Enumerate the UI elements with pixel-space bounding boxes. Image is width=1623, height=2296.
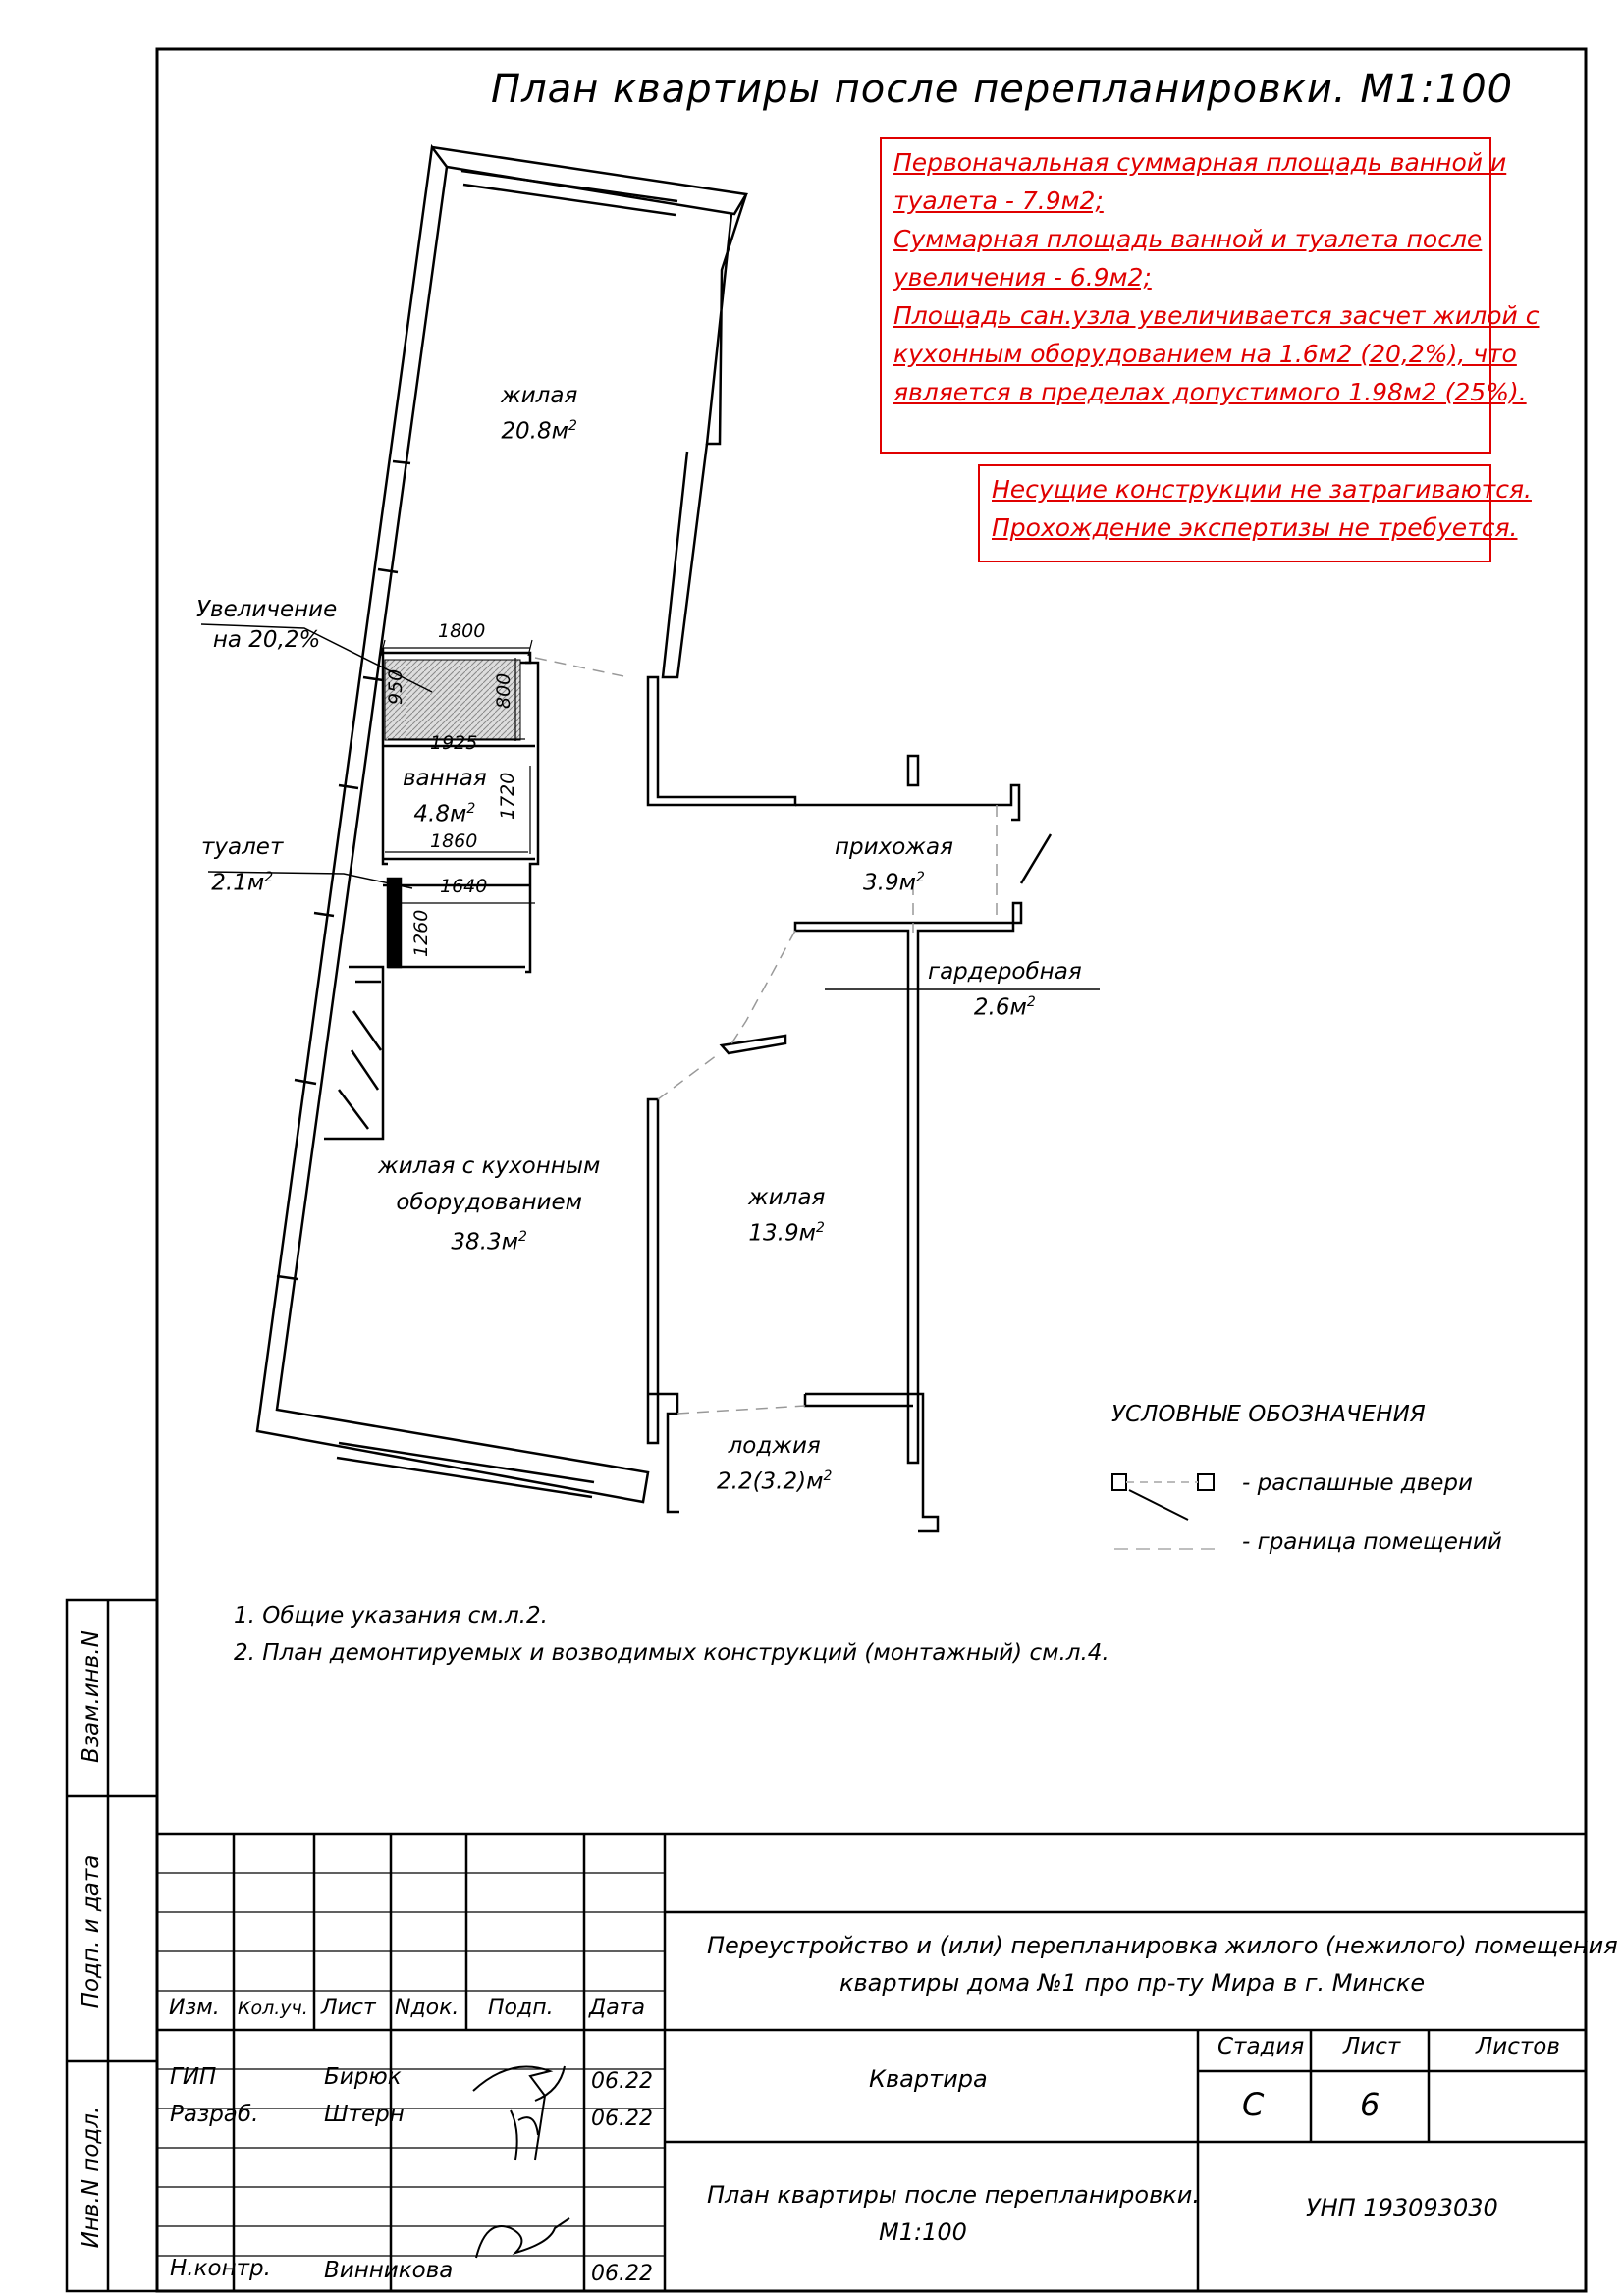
dimension-950: 950 <box>385 668 406 705</box>
tb-building: Квартира <box>869 2065 988 2093</box>
red-notes-box-2 <box>978 464 1532 562</box>
dimension-1640: 1640 <box>440 876 488 897</box>
red-notes-box <box>880 137 1540 454</box>
room-name: гардеробная <box>928 959 1082 985</box>
signature-marks <box>473 2066 569 2258</box>
dimension-1925: 1925 <box>430 732 478 754</box>
tb-stage-value: С <box>1242 2086 1265 2123</box>
dimension-1260: 1260 <box>410 909 432 957</box>
signer-role: Разраб. <box>170 2102 259 2127</box>
room-name: жилая с кухонным <box>378 1153 601 1179</box>
room-area: $38.3м^2$ <box>451 1229 527 1255</box>
tb-stage-header: Стадия <box>1217 2034 1305 2059</box>
side-label-podp: Подп. и дата <box>79 1854 104 2009</box>
page-title: План квартиры после перепланировки. М1:100 <box>491 67 1514 112</box>
general-note: 2. План демонтируемых и возводимых конструкций (монтажный) см.л.4. <box>234 1640 1109 1666</box>
increase-label-line: Увеличение <box>196 597 338 622</box>
legend-door-symbol <box>1112 1474 1214 1520</box>
tb-header-data: Дата <box>589 1996 645 2020</box>
dimension-800: 800 <box>493 672 514 709</box>
room-area: $2.2(3.2)м^2$ <box>717 1468 833 1495</box>
signer-name: Винникова <box>324 2258 454 2283</box>
side-label-vzam: Взам.инв.N <box>79 1630 104 1763</box>
signer-role: Н.контр. <box>170 2256 271 2281</box>
tb-drawing-name: План квартиры после перепланировки. <box>707 2181 1200 2209</box>
dimension-1720: 1720 <box>497 772 518 820</box>
tb-header-kolch: Кол.уч. <box>238 1998 308 2019</box>
red-note-line: туалета - 7.9м2; <box>893 187 1104 215</box>
red-note-line: Несущие конструкции не затрагиваются. <box>992 475 1532 504</box>
signer-date: 06.22 <box>591 2107 653 2131</box>
room-name: ванная <box>403 766 487 791</box>
room-area: $2.6м^2$ <box>973 994 1036 1021</box>
room-name: жилая <box>748 1185 826 1210</box>
room-hall <box>835 832 953 899</box>
increase-label-line: на 20,2% <box>212 627 321 653</box>
signer-date: 06.22 <box>591 2262 653 2286</box>
red-note-line: Первоначальная суммарная площадь ванной и <box>893 148 1507 177</box>
leader-lines <box>201 624 1100 989</box>
room-name: оборудованием <box>396 1190 582 1215</box>
tb-header-ndok: Nдок. <box>395 1996 460 2020</box>
tb-unp: УНП 193093030 <box>1306 2194 1498 2221</box>
tb-header-podp: Подп. <box>488 1996 554 2020</box>
room-toilet <box>201 832 283 899</box>
room-bath <box>403 764 487 830</box>
room-area: $2.1м^2$ <box>211 870 274 896</box>
room-loggia <box>717 1431 832 1498</box>
general-note: 1. Общие указания см.л.2. <box>234 1603 548 1629</box>
tb-drawing-name: М1:100 <box>879 2218 967 2246</box>
room-kitchen-living <box>378 1151 600 1258</box>
red-note-line: Суммарная площадь ванной и туалета после <box>893 225 1483 253</box>
room-living-1 <box>501 381 577 448</box>
red-note-line: Площадь сан.узла увеличивается засчет жилой с <box>893 301 1540 330</box>
red-note-line: кухонным оборудованием на 1.6м2 (20,2%), что <box>893 340 1517 368</box>
tb-sheets-header: Листов <box>1476 2034 1560 2059</box>
legend-border-label: - граница помещений <box>1242 1529 1502 1555</box>
room-name: туалет <box>201 834 284 860</box>
dimension-1800: 1800 <box>438 620 486 642</box>
legend-title: УСЛОВНЫЕ ОБОЗНАЧЕНИЯ <box>1111 1402 1426 1427</box>
signer-name: Штерн <box>324 2102 405 2127</box>
room-area: $3.9м^2$ <box>863 870 925 896</box>
side-label-inv: Инв.N подл. <box>79 2106 104 2249</box>
increase-label <box>196 595 337 656</box>
tb-sheet-header: Лист <box>1343 2034 1401 2059</box>
room-name: прихожая <box>835 834 953 860</box>
red-note-line: Прохождение экспертизы не требуется. <box>992 513 1518 542</box>
tb-project-line: квартиры дома №1 про пр-ту Мира в г. Минске <box>839 1969 1426 1997</box>
signer-date: 06.22 <box>591 2069 653 2094</box>
room-area: $4.8м^2$ <box>413 801 476 828</box>
room-living-2 <box>748 1183 825 1250</box>
room-name: лоджия <box>728 1433 821 1459</box>
red-note-line: увеличения - 6.9м2; <box>893 263 1152 292</box>
legend-doors-label: - распашные двери <box>1242 1470 1473 1496</box>
signer-role: ГИП <box>170 2064 217 2090</box>
room-name: жилая <box>501 383 578 408</box>
tb-sheet-value: 6 <box>1360 2086 1380 2123</box>
room-borders <box>535 658 997 1414</box>
room-area: $13.9м^2$ <box>748 1220 825 1247</box>
tb-header-list: Лист <box>321 1996 376 2020</box>
tb-header-izm: Изм. <box>169 1996 220 2020</box>
room-area: $20.8м^2$ <box>501 418 577 445</box>
dimension-1860: 1860 <box>430 830 478 852</box>
room-wardrobe <box>928 957 1082 1024</box>
red-note-line: является в пределах допустимого 1.98м2 (25%). <box>893 378 1527 406</box>
tb-project-line: Переустройство и (или) перепланировка жилого (нежилого) помещения <box>707 1932 1618 1959</box>
signer-name: Бирюк <box>324 2064 402 2090</box>
